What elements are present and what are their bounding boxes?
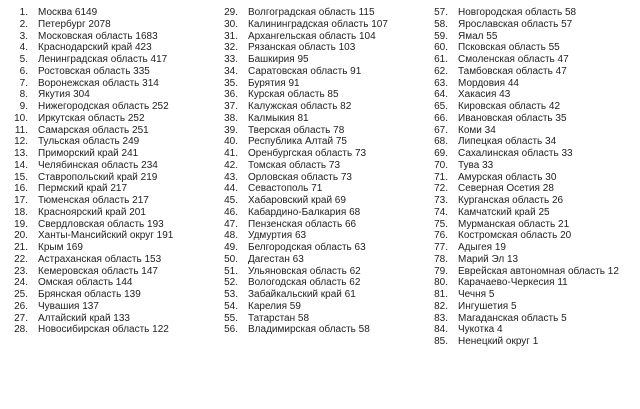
- item-number: 36.: [224, 89, 238, 101]
- list-item: [216, 313, 388, 325]
- item-text: Самарская область 251: [38, 124, 149, 136]
- item-number: 59.: [434, 30, 448, 42]
- list-item: [426, 266, 619, 278]
- list-item: [216, 254, 388, 266]
- list-item: [216, 89, 388, 101]
- item-text: Хабаровский край 69: [248, 195, 346, 206]
- item-number: 14.: [14, 159, 28, 171]
- item-number: 43.: [224, 171, 238, 183]
- item-text: Магаданская область 5: [458, 312, 567, 324]
- item-number: 28.: [14, 324, 28, 336]
- list-item: [426, 54, 619, 66]
- item-text: Дагестан 63: [248, 253, 304, 265]
- item-number: 73.: [434, 195, 448, 206]
- item-text: Ингушетия 5: [458, 300, 517, 312]
- list-item: [6, 136, 173, 148]
- item-number: 45.: [224, 195, 238, 206]
- list-item: [426, 242, 619, 254]
- item-text: Калужская область 82: [248, 101, 352, 112]
- list-item: [426, 195, 619, 207]
- list-item: [6, 289, 173, 301]
- item-number: 38.: [224, 112, 238, 124]
- item-text: Чукотка 4: [458, 324, 503, 336]
- item-text: Ханты-Мансийский округ 191: [38, 230, 174, 242]
- item-text: Башкирия 95: [248, 54, 309, 65]
- item-number: 80.: [434, 277, 448, 289]
- item-text: Пермский край 217: [38, 183, 128, 195]
- list-item: [426, 136, 619, 148]
- item-text: Смоленская область 47: [458, 54, 569, 65]
- item-text: Чечня 5: [458, 289, 495, 300]
- item-number: 75.: [434, 218, 448, 230]
- list-item: [426, 89, 619, 101]
- list-item: [426, 42, 619, 54]
- item-number: 77.: [434, 242, 448, 253]
- item-text: Мордовия 44: [458, 77, 519, 89]
- list-item: [6, 207, 173, 219]
- list-item: [426, 313, 619, 325]
- list-item: [6, 42, 173, 54]
- item-number: 21.: [14, 242, 28, 253]
- item-number: 74.: [434, 206, 448, 218]
- list-item: [216, 7, 388, 19]
- item-text: Карачаево-Черкесия 11: [458, 277, 568, 289]
- list-item: [426, 230, 619, 242]
- list-item: [216, 113, 388, 125]
- item-number: 44.: [224, 183, 238, 195]
- list-item: [6, 172, 173, 184]
- item-number: 85.: [434, 336, 448, 347]
- list-item: [426, 7, 619, 19]
- list-item: [426, 207, 619, 219]
- item-text: Амурская область 30: [458, 171, 557, 183]
- item-number: 30.: [224, 18, 238, 30]
- item-text: Белгородская область 63: [248, 242, 366, 253]
- item-number: 29.: [224, 7, 238, 18]
- item-text: Калининградская область 107: [248, 18, 388, 30]
- list-item: [216, 277, 388, 289]
- item-number: 60.: [434, 42, 448, 54]
- item-number: 52.: [224, 277, 238, 289]
- item-number: 9.: [19, 101, 28, 112]
- item-number: 61.: [434, 54, 448, 65]
- list-item: [216, 324, 388, 336]
- list-item: [216, 207, 388, 219]
- item-number: 40.: [224, 136, 238, 148]
- item-number: 25.: [14, 289, 28, 300]
- item-number: 72.: [434, 183, 448, 195]
- item-number: 26.: [14, 300, 28, 312]
- item-number: 57.: [434, 7, 448, 18]
- item-text: Ленинградская область 417: [38, 54, 168, 65]
- item-number: 63.: [434, 77, 448, 89]
- item-number: 51.: [224, 265, 238, 277]
- list-item: [6, 113, 173, 125]
- item-text: Астраханская область 153: [38, 253, 162, 265]
- item-number: 32.: [224, 42, 238, 54]
- item-number: 81.: [434, 289, 448, 300]
- list-item: [216, 125, 388, 137]
- list-item: [426, 101, 619, 113]
- item-number: 83.: [434, 312, 448, 324]
- list-item: [216, 19, 388, 31]
- item-text: Красноярский край 201: [38, 206, 146, 218]
- item-number: 22.: [14, 253, 28, 265]
- item-text: Волгоградская область 115: [248, 7, 375, 18]
- list-item: [216, 183, 388, 195]
- item-number: 65.: [434, 101, 448, 112]
- list-item: [426, 160, 619, 172]
- list-item: [426, 148, 619, 160]
- item-text: Удмуртия 63: [248, 230, 307, 242]
- list-item: [426, 289, 619, 301]
- item-text: Адыгея 19: [458, 242, 506, 253]
- item-text: Иркутская область 252: [38, 112, 145, 124]
- list-item: [6, 148, 173, 160]
- item-text: Ставропольский край 219: [38, 171, 158, 183]
- item-number: 68.: [434, 136, 448, 148]
- item-text: Татарстан 58: [248, 312, 310, 324]
- list-column-2: [216, 7, 388, 336]
- item-number: 6.: [19, 65, 28, 77]
- item-text: Калмыкия 81: [248, 112, 309, 124]
- list-item: [6, 324, 173, 336]
- item-text: Забайкальский край 61: [248, 289, 356, 300]
- list-item: [6, 89, 173, 101]
- item-text: Севастополь 71: [248, 183, 323, 195]
- item-number: 12.: [14, 136, 28, 148]
- item-number: 53.: [224, 289, 238, 300]
- item-text: Новосибирская область 122: [38, 324, 169, 336]
- item-number: 42.: [224, 159, 238, 171]
- item-text: Северная Осетия 28: [458, 183, 554, 195]
- list-item: [216, 219, 388, 231]
- list-item: [6, 160, 173, 172]
- list-item: [426, 219, 619, 231]
- item-text: Свердловская область 193: [38, 218, 164, 230]
- list-item: [6, 54, 173, 66]
- item-number: 39.: [224, 124, 238, 136]
- item-number: 2.: [19, 18, 28, 30]
- item-text: Краснодарский край 423: [38, 42, 152, 54]
- item-number: 1.: [19, 7, 28, 18]
- list-item: [216, 289, 388, 301]
- item-text: Крым 169: [38, 242, 83, 253]
- item-number: 37.: [224, 101, 238, 112]
- item-text: Саратовская область 91: [248, 65, 362, 77]
- list-item: [216, 101, 388, 113]
- list-item: [216, 230, 388, 242]
- item-number: 78.: [434, 253, 448, 265]
- list-item: [6, 230, 173, 242]
- list-item: [426, 172, 619, 184]
- item-text: Томская область 73: [248, 159, 341, 171]
- list-item: [426, 78, 619, 90]
- item-text: Костромская область 20: [458, 230, 572, 242]
- list-item: [216, 78, 388, 90]
- item-text: Новгородская область 58: [458, 7, 577, 18]
- list-item: [216, 195, 388, 207]
- item-number: 33.: [224, 54, 238, 65]
- item-number: 67.: [434, 124, 448, 136]
- item-text: Республика Алтай 75: [248, 136, 347, 148]
- list-column-3: [426, 7, 619, 348]
- list-item: [426, 254, 619, 266]
- list-item: [6, 66, 173, 78]
- list-item: [426, 336, 619, 348]
- list-item: [6, 78, 173, 90]
- item-text: Тува 33: [458, 159, 494, 171]
- item-number: 41.: [224, 148, 238, 159]
- item-number: 54.: [224, 300, 238, 312]
- item-number: 48.: [224, 230, 238, 242]
- item-text: Омская область 144: [38, 277, 133, 289]
- item-number: 16.: [14, 183, 28, 195]
- item-number: 27.: [14, 312, 28, 324]
- list-item: [6, 101, 173, 113]
- list-item: [426, 19, 619, 31]
- list-item: [6, 242, 173, 254]
- item-text: Кемеровская область 147: [38, 265, 158, 277]
- item-text: Мурманская область 21: [458, 218, 570, 230]
- list-item: [426, 31, 619, 43]
- item-text: Тверская область 78: [248, 124, 345, 136]
- item-text: Архангельская область 104: [248, 30, 376, 42]
- item-number: 47.: [224, 218, 238, 230]
- list-item: [6, 183, 173, 195]
- item-text: Псковская область 55: [458, 42, 560, 54]
- item-text: Марий Эл 13: [458, 253, 519, 265]
- item-number: 62.: [434, 65, 448, 77]
- list-item: [426, 183, 619, 195]
- item-text: Чувашия 137: [38, 300, 99, 312]
- item-number: 8.: [19, 89, 28, 101]
- item-text: Камчатский край 25: [458, 206, 550, 218]
- item-text: Кабардино-Балкария 68: [248, 206, 361, 218]
- item-number: 7.: [19, 77, 28, 89]
- item-text: Ульяновская область 62: [248, 265, 361, 277]
- item-text: Ненецкий округ 1: [458, 336, 539, 347]
- list-item: [6, 19, 173, 31]
- item-text: Бурятия 91: [248, 77, 300, 89]
- item-text: Курганская область 26: [458, 195, 564, 206]
- item-text: Нижегородская область 252: [38, 101, 169, 112]
- item-text: Тамбовская область 47: [458, 65, 567, 77]
- item-text: Сахалинская область 33: [458, 148, 573, 159]
- item-number: 49.: [224, 242, 238, 253]
- list-item: [426, 66, 619, 78]
- list-item: [6, 266, 173, 278]
- item-number: 56.: [224, 324, 238, 336]
- item-text: Владимирская область 58: [248, 324, 370, 336]
- item-text: Оренбургская область 73: [248, 148, 367, 159]
- list-item: [426, 125, 619, 137]
- item-text: Хакасия 43: [458, 89, 511, 101]
- list-item: [216, 136, 388, 148]
- item-number: 11.: [14, 124, 28, 136]
- list-item: [6, 254, 173, 266]
- item-number: 18.: [14, 206, 28, 218]
- list-item: [6, 7, 173, 19]
- item-number: 70.: [434, 159, 448, 171]
- item-number: 82.: [434, 300, 448, 312]
- item-number: 19.: [14, 218, 28, 230]
- item-number: 31.: [224, 30, 238, 42]
- item-number: 46.: [224, 206, 238, 218]
- item-number: 34.: [224, 65, 238, 77]
- list-item: [216, 66, 388, 78]
- list-item: [216, 148, 388, 160]
- item-text: Липецкая область 34: [458, 136, 557, 148]
- item-text: Петербург 2078: [38, 18, 111, 30]
- item-number: 66.: [434, 112, 448, 124]
- item-number: 76.: [434, 230, 448, 242]
- list-item: [6, 31, 173, 43]
- item-number: 58.: [434, 18, 448, 30]
- item-number: 84.: [434, 324, 448, 336]
- list-item: [6, 301, 173, 313]
- item-text: Кировская область 42: [458, 101, 561, 112]
- item-text: Якутия 304: [38, 89, 90, 101]
- item-text: Пензенская область 66: [248, 218, 357, 230]
- item-text: Тульская область 249: [38, 136, 140, 148]
- item-number: 55.: [224, 312, 238, 324]
- item-number: 35.: [224, 77, 238, 89]
- item-text: Московская область 1683: [38, 30, 158, 42]
- item-text: Москва 6149: [38, 7, 98, 18]
- item-number: 3.: [19, 30, 28, 42]
- list-item: [6, 195, 173, 207]
- item-text: Ивановская область 35: [458, 112, 567, 124]
- item-text: Брянская область 139: [38, 289, 141, 300]
- item-number: 50.: [224, 253, 238, 265]
- list-item: [216, 172, 388, 184]
- list-item: [426, 324, 619, 336]
- item-number: 20.: [14, 230, 28, 242]
- item-number: 13.: [14, 148, 28, 159]
- list-item: [216, 301, 388, 313]
- item-number: 64.: [434, 89, 448, 101]
- list-item: [6, 219, 173, 231]
- item-text: Ямал 55: [458, 30, 498, 42]
- item-text: Челябинская область 234: [38, 159, 158, 171]
- item-number: 17.: [14, 195, 28, 206]
- item-number: 23.: [14, 265, 28, 277]
- item-number: 4.: [19, 42, 28, 54]
- list-item: [216, 266, 388, 278]
- list-item: [6, 125, 173, 137]
- item-text: Тюменская область 217: [38, 195, 149, 206]
- item-text: Курская область 85: [248, 89, 339, 101]
- item-number: 69.: [434, 148, 448, 159]
- item-text: Коми 34: [458, 124, 496, 136]
- list-item: [426, 277, 619, 289]
- item-number: 79.: [434, 265, 448, 277]
- list-item: [6, 277, 173, 289]
- item-text: Ярославская область 57: [458, 18, 573, 30]
- list-item: [426, 113, 619, 125]
- item-text: Приморский край 241: [38, 148, 139, 159]
- list-item: [426, 301, 619, 313]
- item-text: Вологодская область 62: [248, 277, 361, 289]
- item-number: 15.: [14, 171, 28, 183]
- list-item: [216, 31, 388, 43]
- item-number: 71.: [434, 171, 448, 183]
- list-item: [216, 54, 388, 66]
- item-text: Рязанская область 103: [248, 42, 356, 54]
- item-number: 24.: [14, 277, 28, 289]
- item-text: Орловская область 73: [248, 171, 352, 183]
- list-item: [216, 42, 388, 54]
- item-number: 10.: [14, 112, 28, 124]
- list-item: [216, 160, 388, 172]
- list-item: [216, 242, 388, 254]
- item-text: Карелия 59: [248, 300, 301, 312]
- item-text: Воронежская область 314: [38, 77, 159, 89]
- item-text: Ростовская область 335: [38, 65, 150, 77]
- item-number: 5.: [19, 54, 28, 65]
- item-text: Еврейская автономная область 12: [458, 265, 619, 277]
- list-item: [6, 313, 173, 325]
- list-column-1: [6, 7, 173, 336]
- item-text: Алтайский край 133: [38, 312, 130, 324]
